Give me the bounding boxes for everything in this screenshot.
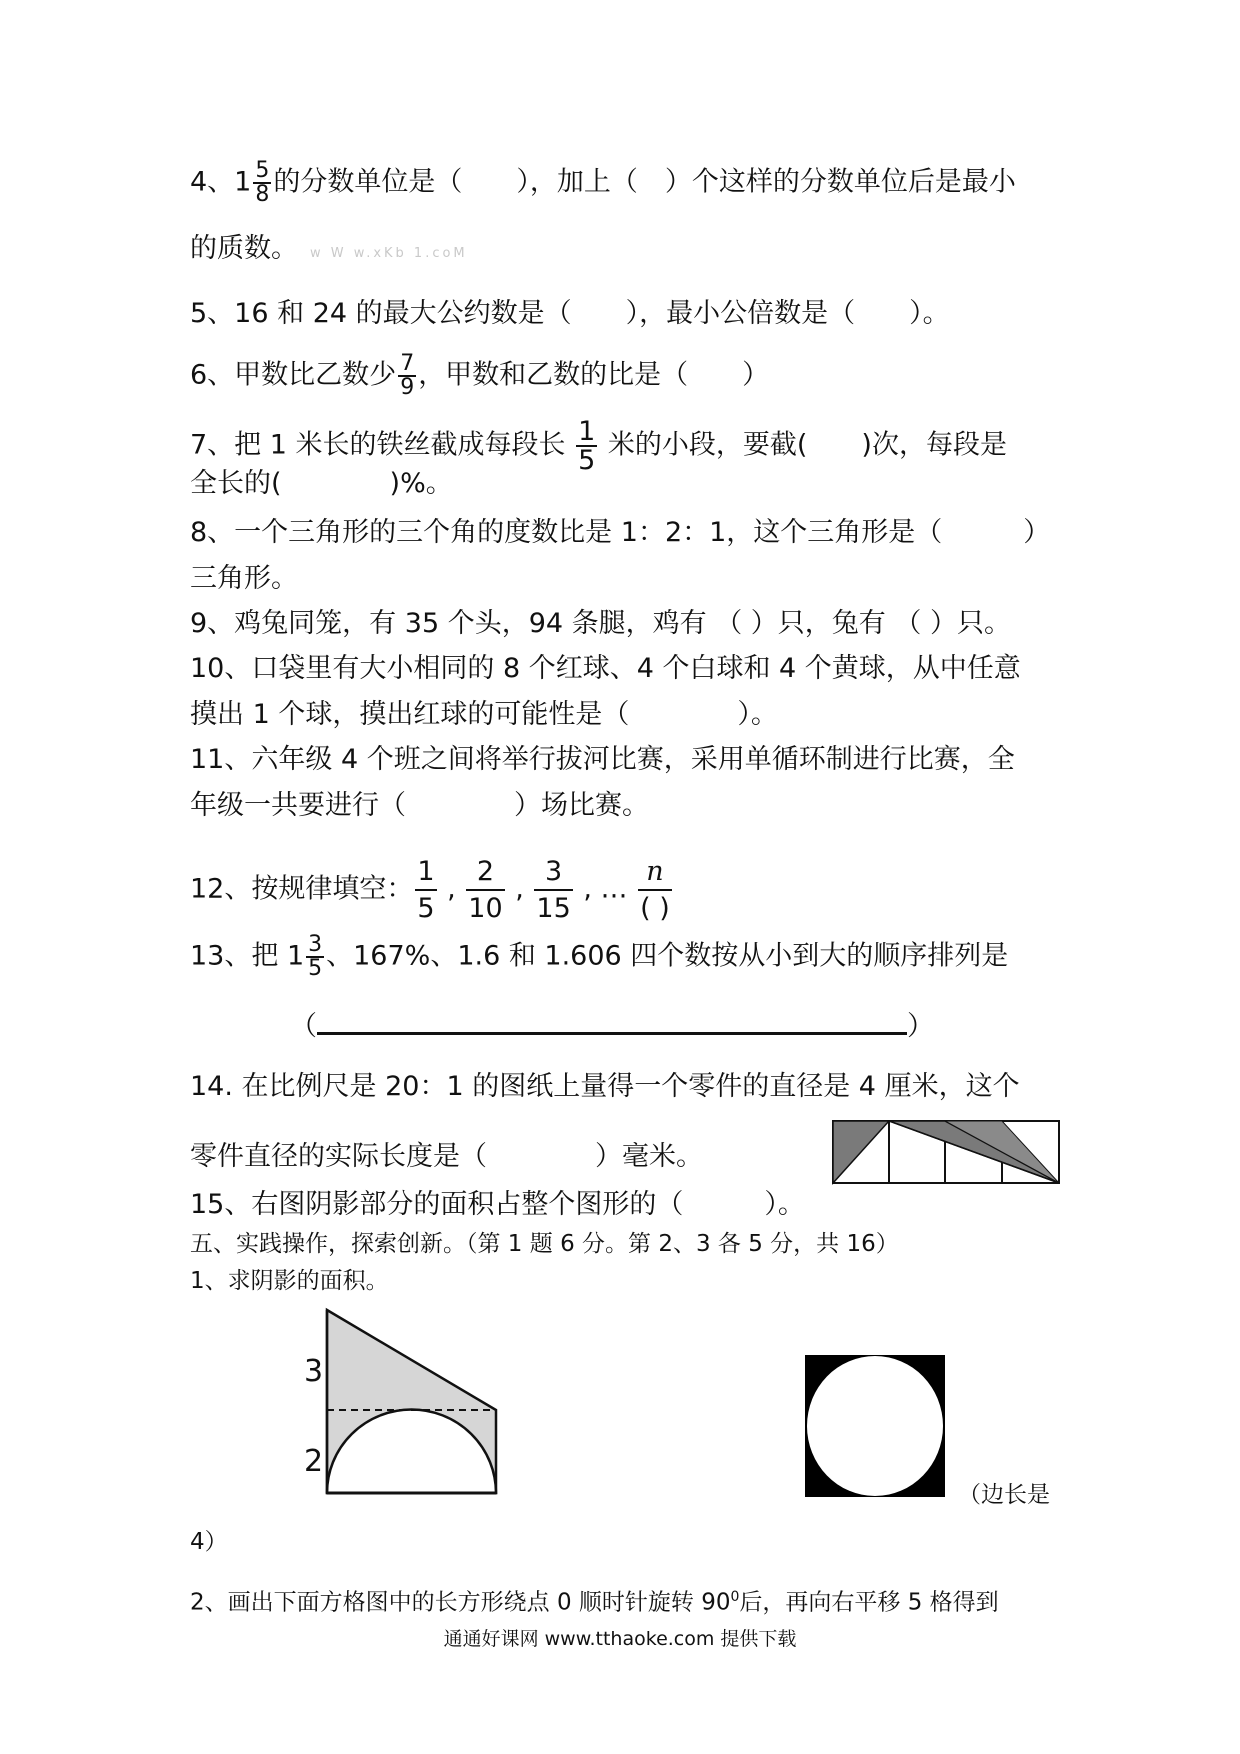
section-5-title: 五、实践操作，探索创新。（第 1 题 6 分。第 2、3 各 5 分，共 16） — [190, 1231, 899, 1257]
question-9: 9、鸡兔同笼，有 35 个头，94 条腿，鸡有 （ ）只，兔有 （ ）只。 — [190, 608, 1011, 639]
q12-fraction-3: $\frac{3}{15}$ — [536, 856, 571, 924]
q4-fraction: $\frac{5}{8}$ — [255, 158, 270, 207]
question-15: 15、右图阴影部分的面积占整个图形的（ ）。 — [190, 1189, 805, 1220]
label-height-2: 2 — [304, 1444, 324, 1479]
footer-credit: 通通好课网 www.tthaoke.com 提供下载 — [443, 1628, 797, 1650]
shaded-trapezoid-figure — [300, 1300, 500, 1510]
answer-line — [317, 1008, 907, 1035]
q12-ellipsis: … — [600, 873, 628, 905]
q13-fraction: $\frac{3}{5}$ — [308, 932, 323, 981]
question-14: 14. 在比例尺是 20：1 的图纸上量得一个零件的直径是 4 厘米，这个 — [190, 1071, 1020, 1102]
question-13: 13、把 1 $\frac{3}{5}$ 、167%、1.6 和 1.606 四个数按从小到大的顺序排列是 — [190, 932, 1009, 981]
question-8: 8、一个三角形的三个角的度数比是 1：2：1，这个三角形是（ ） — [190, 517, 1051, 548]
question-11-line2: 年级一共要进行（ ）场比赛。 — [190, 790, 649, 821]
side-length-note: （边长是 — [958, 1482, 1050, 1508]
q7-fraction: $\frac{1}{5}$ — [578, 416, 596, 476]
question-6: 6、甲数比乙数少 $\frac{7}{9}$ ，甲数和乙数的比是（ ） — [190, 351, 770, 400]
q12-fraction-1: $\frac{1}{5}$ — [417, 856, 435, 924]
question-14-line2: 零件直径的实际长度是（ ）毫米。 — [190, 1141, 703, 1172]
question-4-line2: 的质数。 w W w.xKb 1.coM — [190, 233, 468, 264]
q4-prefix: 4、1 — [190, 166, 252, 198]
side-length-note-end: 4） — [190, 1529, 228, 1555]
practice-2-prompt: 2、画出下面方格图中的长方形绕点 0 顺时针旋转 $90^0$后，再向右平移 5 格得到 — [190, 1589, 999, 1616]
q13-answer-blank: （ ） — [290, 1008, 934, 1044]
square-with-circle-figure — [805, 1355, 945, 1497]
label-height-3: 3 — [304, 1354, 324, 1389]
q12-fraction-n: $\frac{n}{( )}$ — [640, 856, 670, 924]
question-12: 12、按规律填空： $\frac{1}{5}$ , $\frac{2}{10}$ , $\frac{3}{15}$ , … $\frac{n}{( )}$ — [190, 856, 670, 924]
q6-fraction: $\frac{7}{9}$ — [400, 351, 415, 400]
watermark: w W w.xKb 1.coM — [310, 246, 468, 261]
q15-shaded-figure — [832, 1120, 1060, 1184]
practice-1-prompt: 1、求阴影的面积。 — [190, 1268, 389, 1294]
q4-text: 的分数单位是（ ），加上（ ）个这样的分数单位后是最小 — [273, 166, 1016, 198]
question-10: 10、口袋里有大小相同的 8 个红球、4 个白球和 4 个黄球，从中任意 — [190, 653, 1021, 684]
question-5: 5、16 和 24 的最大公约数是（ ），最小公倍数是（ ）。 — [190, 298, 950, 329]
question-10-line2: 摸出 1 个球，摸出红球的可能性是（ ）。 — [190, 699, 778, 730]
question-11: 11、六年级 4 个班之间将举行拔河比赛，采用单循环制进行比赛，全 — [190, 744, 1015, 775]
q12-fraction-2: $\frac{2}{10}$ — [468, 856, 503, 924]
question-7: 7、把 1 米长的铁丝截成每段长 $\frac{1}{5}$ 米的小段，要截( )次，每段是 — [190, 416, 1007, 476]
question-7-line2: 全长的( )%。 — [190, 468, 453, 499]
question-8-line2: 三角形。 — [190, 563, 298, 594]
question-4 — [190, 160, 1016, 206]
